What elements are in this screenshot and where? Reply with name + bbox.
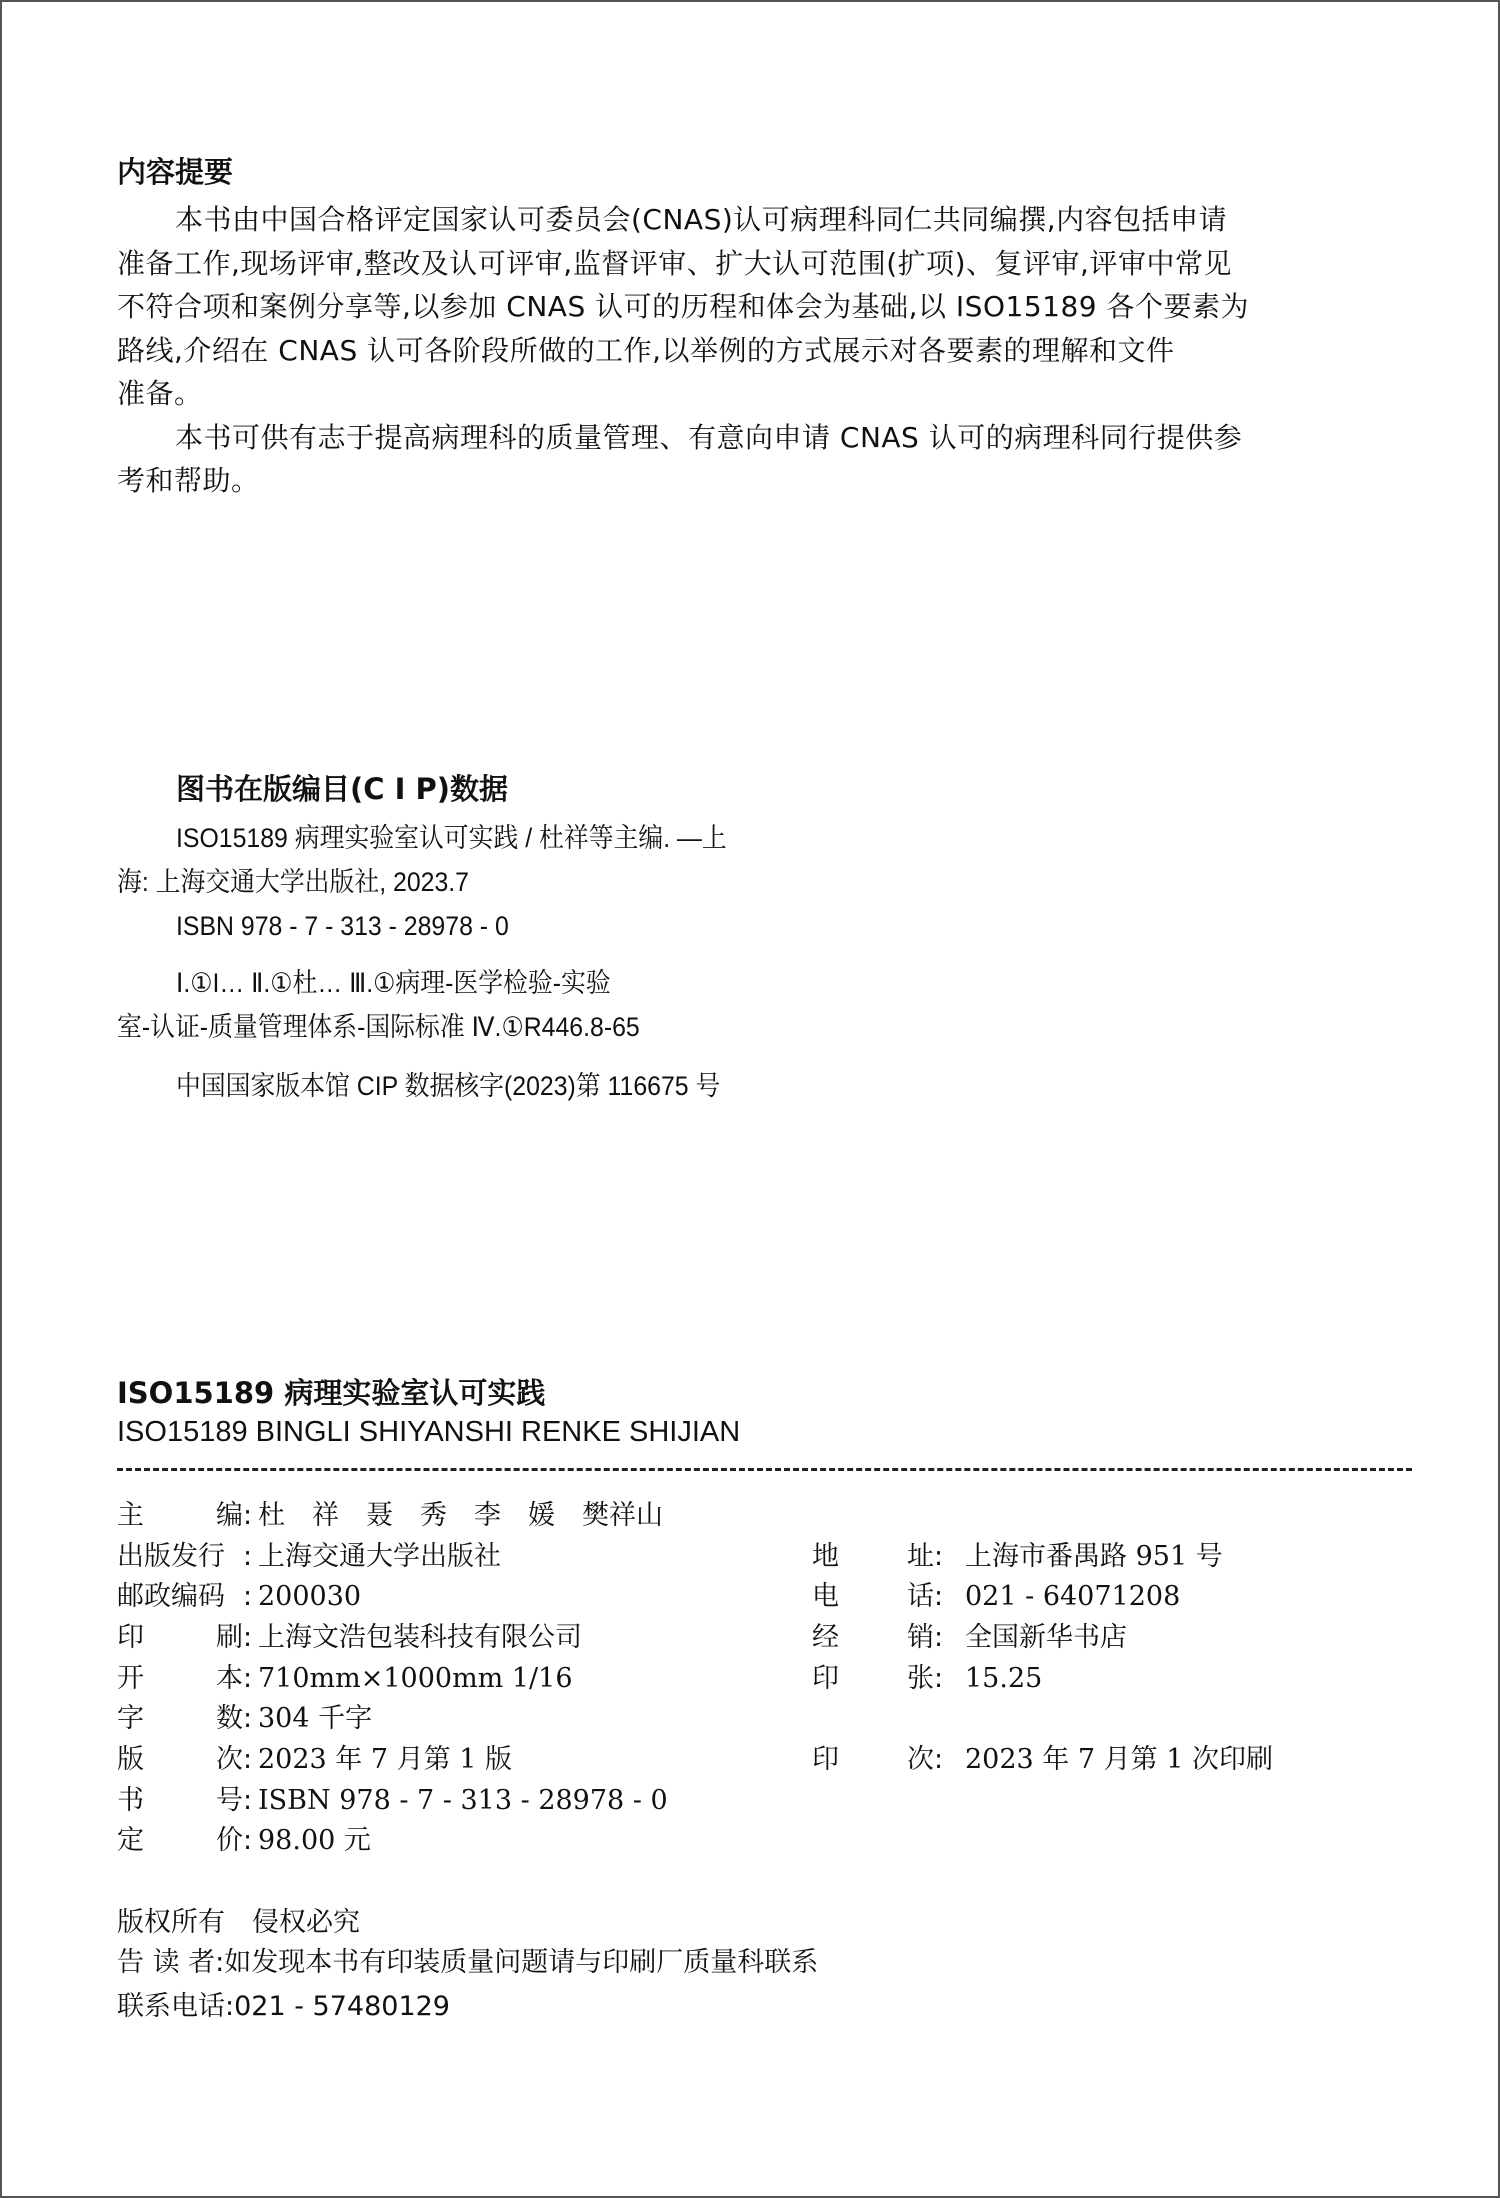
info-label: 印 bbox=[117, 1622, 144, 1653]
info-label: 话 bbox=[907, 1581, 934, 1612]
summary-line: 考和帮助。 bbox=[117, 464, 260, 497]
info-label: 定 bbox=[117, 1825, 144, 1856]
info-label: 出版发行 bbox=[117, 1541, 225, 1572]
info-label: 次 bbox=[216, 1744, 243, 1775]
info-colon: : bbox=[934, 1581, 944, 1612]
book-title: ISO15189 病理实验室认可实践 bbox=[117, 1376, 546, 1410]
info-colon: : bbox=[243, 1622, 253, 1653]
info-colon: : bbox=[243, 1825, 253, 1856]
summary-line: 准备。 bbox=[117, 377, 203, 410]
info-colon: : bbox=[243, 1703, 253, 1734]
contact-phone-value: 021 - 57480129 bbox=[234, 1991, 450, 2022]
info-colon: : bbox=[243, 1663, 253, 1694]
contact-phone-label: 联系电话: bbox=[117, 1991, 235, 2022]
info-label: 电 bbox=[812, 1581, 839, 1612]
info-value-address: 上海市番禺路 951 号 bbox=[965, 1541, 1223, 1572]
info-label: 邮政编码 bbox=[117, 1581, 225, 1612]
reader-notice bbox=[117, 1946, 818, 1980]
info-colon: : bbox=[934, 1622, 944, 1653]
cip-classification: Ⅰ.①I… Ⅱ.①杜… Ⅲ.①病理-医学检验-实验 bbox=[176, 968, 611, 998]
info-label: 版 bbox=[117, 1744, 144, 1775]
dashed-divider bbox=[117, 1468, 1412, 1471]
summary-line: 不符合项和案例分享等,以参加 CNAS 认可的历程和体会为基础,以 ISO15189 各个要素为 bbox=[117, 290, 1249, 323]
summary-line: 本书可供有志于提高病理科的质量管理、有意向申请 CNAS 认可的病理科同行提供参 bbox=[175, 421, 1243, 454]
cip-heading: 图书在版编目(C I P)数据 bbox=[176, 772, 509, 806]
info-value-wordcount: 304 千字 bbox=[258, 1703, 373, 1734]
book-title-pinyin: ISO15189 BINGLI SHIYANSHI RENKE SHIJIAN bbox=[117, 1416, 741, 1448]
info-colon: : bbox=[243, 1744, 253, 1775]
info-value-price: 98.00 元 bbox=[258, 1825, 371, 1856]
info-colon: : bbox=[934, 1663, 944, 1694]
info-label: 次 bbox=[907, 1744, 934, 1775]
info-label: 开 bbox=[117, 1663, 144, 1694]
cip-isbn: ISBN 978 - 7 - 313 - 28978 - 0 bbox=[176, 911, 509, 941]
info-label: 书 bbox=[117, 1785, 144, 1816]
info-label: 经 bbox=[812, 1622, 839, 1653]
info-label: 刷 bbox=[216, 1622, 243, 1653]
info-colon: : bbox=[934, 1541, 944, 1572]
contact-phone bbox=[117, 1990, 450, 2024]
info-colon: : bbox=[243, 1500, 253, 1531]
cip-record-number: 中国国家版本馆 CIP 数据核字(2023)第 116675 号 bbox=[176, 1071, 721, 1101]
info-colon: : bbox=[243, 1581, 253, 1612]
info-label: 销 bbox=[907, 1622, 934, 1653]
info-value-isbn: ISBN 978 - 7 - 313 - 28978 - 0 bbox=[258, 1785, 668, 1816]
info-colon: : bbox=[934, 1744, 944, 1775]
info-label: 印 bbox=[812, 1744, 839, 1775]
info-label: 址 bbox=[907, 1541, 934, 1572]
info-value-format: 710mm×1000mm 1/16 bbox=[258, 1663, 573, 1694]
info-value-phone: 021 - 64071208 bbox=[965, 1581, 1181, 1612]
info-label: 本 bbox=[216, 1663, 243, 1694]
info-value-printer: 上海文浩包装科技有限公司 bbox=[258, 1622, 582, 1653]
info-value-sheets: 15.25 bbox=[965, 1663, 1043, 1694]
summary-line: 本书由中国合格评定国家认可委员会(CNAS)认可病理科同仁共同编撰,内容包括申请 bbox=[175, 203, 1228, 236]
info-colon: : bbox=[243, 1785, 253, 1816]
cip-classification: 室-认证-质量管理体系-国际标准 Ⅳ.①R446.8-65 bbox=[117, 1012, 640, 1042]
copyright-notice: 版权所有 侵权必究 bbox=[117, 1907, 360, 1938]
info-label: 张 bbox=[907, 1663, 934, 1694]
cip-line: ISO15189 病理实验室认可实践 / 杜祥等主编. —上 bbox=[176, 823, 727, 853]
info-label: 字 bbox=[117, 1703, 144, 1734]
summary-heading: 内容提要 bbox=[117, 155, 234, 189]
info-label: 主 bbox=[117, 1500, 144, 1531]
info-label: 地 bbox=[812, 1541, 839, 1572]
info-value-publisher: 上海交通大学出版社 bbox=[258, 1541, 501, 1572]
reader-notice-label: 告 读 者: bbox=[117, 1947, 225, 1978]
info-value-postcode: 200030 bbox=[258, 1581, 362, 1612]
info-label: 数 bbox=[216, 1703, 243, 1734]
info-value-printing: 2023 年 7 月第 1 次印刷 bbox=[965, 1744, 1273, 1775]
summary-line: 路线,介绍在 CNAS 认可各阶段所做的工作,以举例的方式展示对各要素的理解和文件 bbox=[117, 334, 1175, 367]
cip-line: 海: 上海交通大学出版社, 2023.7 bbox=[117, 867, 469, 897]
info-label: 价 bbox=[216, 1825, 243, 1856]
summary-line: 准备工作,现场评审,整改及认可评审,监督评审、扩大认可范围(扩项)、复评审,评审中常见 bbox=[117, 247, 1232, 280]
info-label: 号 bbox=[216, 1785, 243, 1816]
info-colon: : bbox=[243, 1541, 253, 1572]
info-value-distributor: 全国新华书店 bbox=[965, 1622, 1127, 1653]
info-value-editors: 杜 祥 聂 秀 李 媛 樊祥山 bbox=[258, 1500, 663, 1531]
reader-notice-text: 如发现本书有印装质量问题请与印刷厂质量科联系 bbox=[224, 1947, 819, 1978]
info-label: 编 bbox=[216, 1500, 243, 1531]
info-label: 印 bbox=[812, 1663, 839, 1694]
info-value-edition: 2023 年 7 月第 1 版 bbox=[258, 1744, 512, 1775]
